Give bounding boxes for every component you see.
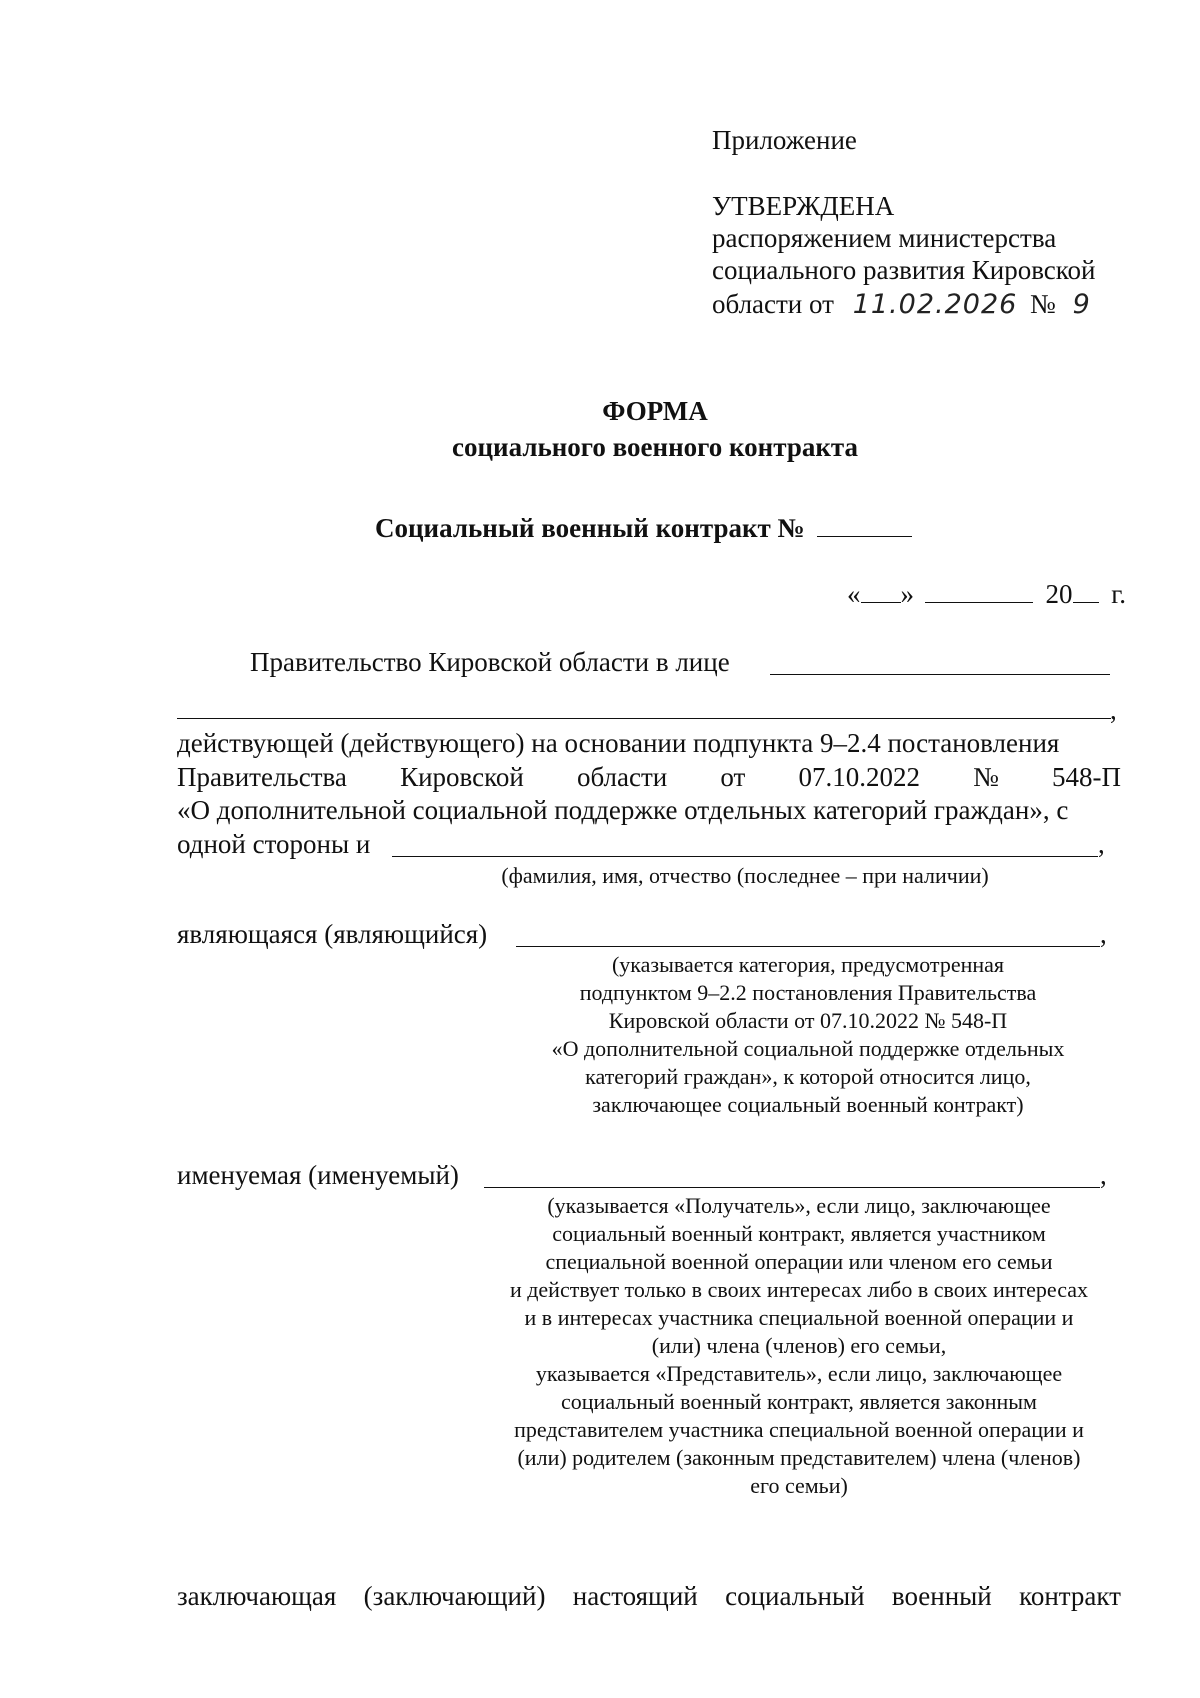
resolution-line xyxy=(177,761,1121,793)
category-blank xyxy=(516,946,1100,947)
resolution-title-line xyxy=(177,794,1121,826)
category-caption-2: подпунктом 9–2.2 постановления Правительства xyxy=(579,980,1037,1005)
contract-number-blank xyxy=(817,514,912,537)
category-caption-3: Кировской области от 07.10.2022 № 548-П xyxy=(608,1008,1008,1033)
acting-basis-line xyxy=(177,727,1121,759)
named-caption-4: и действует только в своих интересах либо в своих интересах xyxy=(509,1277,1089,1302)
named-blank xyxy=(484,1187,1100,1188)
category-caption-4: «О дополнительной социальной поддержке отдельных xyxy=(551,1036,1065,1061)
concluding-word: контракт xyxy=(1019,1581,1121,1611)
named-caption-2: социальный военный контракт, является участником xyxy=(552,1221,1046,1246)
concluding-word: военный xyxy=(891,1581,992,1611)
appendix-label: Приложение xyxy=(712,125,857,155)
category-caption-6: заключающее социальный военный контракт) xyxy=(592,1092,1024,1117)
government-in-person: Правительство Кировской области в лице xyxy=(250,647,730,677)
category-caption-5: категорий граждан», к которой относится лицо, xyxy=(585,1064,1031,1089)
resolution-number: 548-П xyxy=(1051,762,1121,792)
named-caption-7: указывается «Представитель», если лицо, заключающее xyxy=(535,1361,1063,1386)
named-caption-3: специальной военной операции или членом его семьи xyxy=(545,1249,1053,1274)
date-open-quote: « xyxy=(847,579,861,609)
concluding-word: социальный xyxy=(725,1581,865,1611)
representative-blank xyxy=(770,674,1110,675)
representative-comma: , xyxy=(1110,695,1117,725)
being-label: являющаяся (являющийся) xyxy=(177,919,488,949)
date-year-prefix: 20 xyxy=(1045,579,1073,609)
approved-label: УТВЕРЖДЕНА xyxy=(712,191,895,221)
resolution-number-sign: № xyxy=(973,762,999,792)
contract-date xyxy=(847,578,1126,610)
contract-heading xyxy=(375,512,912,544)
resolution-title-text: «О дополнительной социальной поддержке отдельных категорий граждан», с xyxy=(177,795,1069,825)
fio-caption: (фамилия, имя, отчество (последнее – при наличии) xyxy=(501,863,989,888)
concluding-word: (заключающий) xyxy=(363,1581,546,1611)
named-caption-6: (или) члена (членов) его семьи, xyxy=(651,1333,947,1358)
category-caption-1: (указывается категория, предусмотренная xyxy=(611,952,1005,977)
acting-basis-text: действующей (действующего) на основании подпункта 9–2.4 постановления xyxy=(177,728,1060,758)
handwritten-number: 9 xyxy=(1072,289,1091,320)
date-month-blank xyxy=(925,580,1033,603)
one-side-label: одной стороны и xyxy=(177,829,371,859)
named-caption-5: и в интересах участника специальной военной операции и xyxy=(524,1305,1074,1330)
concluding-line xyxy=(177,1580,1121,1612)
date-close-quote: » xyxy=(900,579,914,609)
approved-line-1: распоряжением министерства xyxy=(712,223,1057,253)
category-comma: , xyxy=(1100,919,1107,949)
fio-comma: , xyxy=(1098,829,1105,859)
named-label: именуемая (именуемый) xyxy=(177,1160,459,1190)
named-caption-9: представителем участника специальной военной операции и xyxy=(514,1417,1084,1442)
named-caption-1: (указывается «Получатель», если лицо, заключающее xyxy=(547,1193,1051,1218)
approved-line-3-prefix: области от xyxy=(712,289,834,319)
resolution-word: Правительства xyxy=(177,762,347,792)
date-suffix: г. xyxy=(1111,579,1127,609)
concluding-word: настоящий xyxy=(572,1581,698,1611)
named-caption-10: (или) родителем (законным представителем) члена (членов) xyxy=(517,1445,1081,1470)
fio-blank xyxy=(392,856,1098,857)
date-year-blank xyxy=(1073,580,1099,603)
form-title: ФОРМА xyxy=(602,396,708,426)
contract-heading-text: Социальный военный контракт № xyxy=(375,513,805,543)
approved-line-2: социального развития Кировской xyxy=(712,255,1096,285)
resolution-word: от xyxy=(720,762,746,792)
form-subtitle: социального военного контракта xyxy=(451,432,858,462)
named-comma: , xyxy=(1100,1160,1107,1190)
representative-blank-2 xyxy=(177,718,1111,719)
concluding-word: заключающая xyxy=(177,1581,337,1611)
named-caption-11: его семьи) xyxy=(750,1473,848,1498)
date-day-blank xyxy=(861,580,901,603)
resolution-date: 07.10.2022 xyxy=(798,762,920,792)
named-caption-8: социальный военный контракт, является законным xyxy=(561,1389,1037,1414)
approved-line-3 xyxy=(712,288,1091,321)
resolution-word: Кировской xyxy=(400,762,524,792)
handwritten-date: 11.02.2026 xyxy=(852,289,1018,320)
number-sign: № xyxy=(1030,289,1056,319)
resolution-word: области xyxy=(576,762,668,792)
